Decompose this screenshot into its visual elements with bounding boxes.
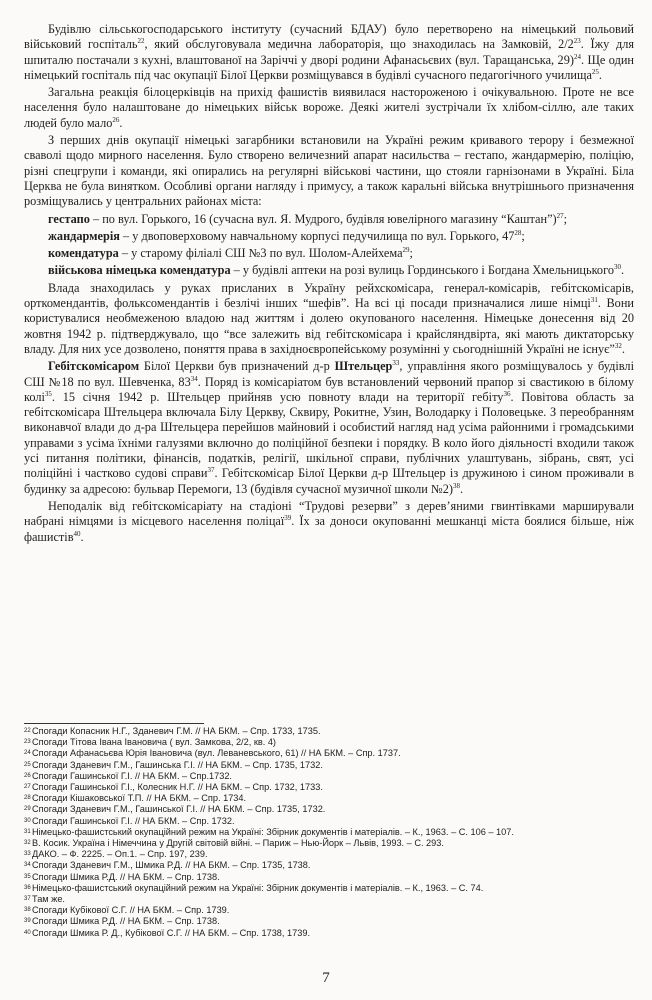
footnote <box>24 916 624 927</box>
footnote-number: 34 <box>24 862 31 869</box>
footnote <box>24 804 624 815</box>
paragraph-text: Штельцер <box>334 359 393 374</box>
footnote-text: Спогади Зданевич Г.М., Гашинська Г.І. // НА БКМ. – Спр. 1735, 1732. <box>32 759 323 770</box>
paragraph <box>24 499 634 545</box>
footnote-number: 23 <box>24 739 31 746</box>
paragraph-text: ; <box>409 246 413 261</box>
footnote-text: Німецько-фашистський окупаційний режим на Україні: Збірник документів і матеріалів. – К., 1963. – С. 74. <box>32 882 484 893</box>
paragraph-text: Білої Церкви був призначений д-р <box>139 359 335 374</box>
paragraph <box>24 85 634 131</box>
footnote-number: 30 <box>24 817 31 824</box>
page-number: 7 <box>322 970 330 986</box>
paragraph-text: жандармерія <box>48 228 120 243</box>
paragraph-text: . <box>459 481 464 496</box>
footnote-number: 24 <box>24 750 31 757</box>
footnote-ref: 29 <box>402 246 410 255</box>
paragraph-text: Неподалік від гебітскомісаріату на стадіоні “Трудові резерви” з дерев’яними гвинтівками марширували набрані німцями із місцевого населення поліцаї <box>24 498 634 529</box>
footnote <box>24 726 624 737</box>
footnote-ref: 40 <box>73 529 81 538</box>
paragraph <box>24 133 634 209</box>
footnote-number: 40 <box>24 929 31 936</box>
footnote-text: Спогади Кубікової С.Г. // НА БКМ. – Спр. 1739. <box>32 905 230 916</box>
footnote-text: Спогади Кішаковської Т.П. // НА БКМ. – Спр. 1734. <box>32 793 247 804</box>
footnote <box>24 748 624 759</box>
footnote-ref: 23 <box>573 37 581 46</box>
footnote-ref: 34 <box>190 374 198 383</box>
footnote <box>24 883 624 894</box>
paragraph-text: Гебітскомісаром <box>48 359 140 374</box>
footnote <box>24 793 624 804</box>
paragraph-text: . Вони користувалися необмеженою владою над життям і долею окупованого населення. Німецьке донесення від 20 жовтня 1942 р. підтверджувало, що “все залежить від гебітскомісара і крайсляндвірта, які мають диктаторську владу. Для них усе дозволено, поняття права в західноєвропейському розумінні у сьогоднішній Україні не існує” <box>24 296 634 356</box>
paragraph-text: ; <box>563 211 568 226</box>
paragraph-text: військова німецька комендатура <box>48 263 231 278</box>
footnote-ref: 38 <box>452 481 460 490</box>
footnote-text: Спогади Шмика Р.Д. // НА БКМ. – Спр. 1738. <box>32 871 220 882</box>
footnote-ref: 25 <box>591 67 599 76</box>
footnote-ref: 24 <box>573 52 581 61</box>
paragraph-text: – по вул. Горького, 16 (сучасна вул. Я. Мудрого, будівля ювелірного магазину “Каштан”) <box>89 211 557 226</box>
paragraph-text: . Ще один німецький госпіталь під час окупації Білої Церкви розміщувався в будівлі сучасного педагогічного училища <box>24 52 634 82</box>
paragraph-text: . <box>620 263 625 278</box>
footnote-number: 26 <box>24 772 31 779</box>
footnote-ref: 35 <box>44 389 52 398</box>
footnote <box>24 827 624 838</box>
footnote-ref: 26 <box>112 115 120 124</box>
footnote-ref: 39 <box>284 514 292 523</box>
footnote-text: Спогади Тітова Івана Івановича ( вул. Замкова, 2/2, кв. 4) <box>32 737 276 748</box>
footnote <box>24 905 624 916</box>
paragraph <box>24 246 634 261</box>
footnote-number: 27 <box>24 784 31 791</box>
footnote-text: Спогади Шмика Р.Д. // НА БКМ. – Спр. 1738. <box>32 916 220 927</box>
paragraph-text: . Їх за доноси окупованні мешканці міста боялися більше, ніж фашистів <box>24 514 635 544</box>
footnote-number: 33 <box>24 851 31 858</box>
paragraph-text: . Повітова область за гебітскомісара Штельцера включала Білу Церкву, Сквиру, Рокитне, Узин, Володарку і Половецьке. З переобранням виконавчої влади до д-ра Штельцера перейшов майновий і особистий нагляд над усіма районними і громадськими управами з усіма їхніми галузями включно до поліційної безпеки і порядку. В коло його діяльності входили також усі питання політики, фінансів, податків, релігії, шкільної справи, публічних улаштувань, зібрань, свят, усі поліційні і частково судові справи <box>24 389 634 481</box>
paragraph-text: . <box>119 115 123 130</box>
footnote-text: Спогади Зданевич Г.М., Шмика Р.Д. // НА БКМ. – Спр. 1735, 1738. <box>32 860 311 871</box>
footnote <box>24 860 624 871</box>
footnote-text: Там же. <box>32 894 65 905</box>
footnote-ref: 28 <box>514 228 522 237</box>
footnote-ref: 30 <box>613 263 621 272</box>
footnote-text: Спогади Гашинської Г.І. // НА БКМ. – Спр.1732. <box>32 770 232 781</box>
footnote <box>24 771 624 782</box>
footnote <box>24 782 624 793</box>
paragraph-text: . Їжу для шпиталю постачали з кухні, влаштованої на Заріччі у дворі родини Афанасьєвих (вул. Таращанська, 29) <box>24 37 634 67</box>
paragraph <box>24 281 634 357</box>
footnote-number: 28 <box>24 795 31 802</box>
paragraph-text: . <box>621 341 625 356</box>
footnote-text: ДАКО. – Ф. 2225. – Оп.1. – Спр. 197, 239. <box>32 849 208 860</box>
footnote <box>24 849 624 860</box>
footnote-ref: 37 <box>207 466 215 475</box>
footnote <box>24 872 624 883</box>
paragraph-text: . <box>598 67 602 82</box>
footnote-number: 32 <box>24 840 31 847</box>
footnote-number: 22 <box>24 728 31 734</box>
footnote-text: Спогади Гашинської Г.І., Колесник Н.Г. // НА БКМ. – Спр. 1732, 1733. <box>32 782 323 793</box>
footnote-ref: 22 <box>137 37 145 46</box>
footnote-text: Спогади Афанасьєва Юрія Івановича (вул. Леваневського, 61) // НА БКМ. – Спр. 1737. <box>32 748 401 759</box>
paragraph <box>24 359 634 497</box>
paragraph <box>24 229 634 244</box>
footnote <box>24 838 624 849</box>
paragraph-text: , який обслуговувала медична лабораторія, що знаходилась на Замковій, 2/2 <box>144 37 574 52</box>
paragraph <box>24 22 634 83</box>
paragraph-text: ; <box>521 228 525 243</box>
paragraph-text: комендатура <box>48 246 119 261</box>
page-body <box>24 22 634 547</box>
footnote <box>24 737 624 748</box>
footnote-ref: 27 <box>556 211 564 220</box>
footnote-ref: 31 <box>590 295 598 304</box>
footnote <box>24 760 624 771</box>
footnote-number: 31 <box>24 828 31 835</box>
footnote <box>24 894 624 905</box>
paragraph-text: – у двоповерховому навчальному корпусі педучилища по вул. Горького, 47 <box>119 228 515 243</box>
paragraph-text: . 15 січня 1942 р. Штельцер прийняв усю повноту влади на території гебіту <box>51 389 504 404</box>
footnote-ref: 36 <box>503 389 511 398</box>
footnote-number: 25 <box>24 761 31 768</box>
footnote-text: Німецько-фашистський окупаційний режим на Україні: Збірник документів і матеріалів. – К., 1963. – С. 106 – 107. <box>32 826 514 837</box>
footnote-ref: 32 <box>614 341 622 350</box>
paragraph-text: – у старому філіалі СШ №3 по вул. Шолом-Алейхема <box>118 246 403 261</box>
paragraph-text: Влада знаходилась у руках присланих в Україну рейхскомісара, генерал-комісарів, гебітскомісарів, орткомендантів, фольксомендантів і безлічі інших “шефів”. На всі ці посади призначалися лише німці <box>24 280 634 311</box>
footnote <box>24 928 624 939</box>
paragraph-text: Загальна реакція білоцерківців на прихід фашистів виявилася настороженою і очікувальною. Проте не все населення було налаштоване до німецьких військ вороже. Деякі жителі зустрічали їх хлібом-сіллю, але таких людей було мало <box>24 85 634 130</box>
paragraph <box>24 212 634 227</box>
footnotes <box>24 726 624 939</box>
paragraph <box>24 263 634 278</box>
footnote-text: В. Косик. Україна і Німеччина у Другій світовій війні. – Париж – Нью-Йорк – Львів, 1993. – С. 293. <box>32 838 444 849</box>
footnote-number: 37 <box>24 896 31 903</box>
paragraph-text: . Гебітскомісар Білої Церкви д-р Штельцер із дружиною і сином проживали в будинку за адресою: бульвар Перемоги, 13 (будівля сучасної музичної школи №2) <box>24 466 634 496</box>
paragraph-text: . Поряд із комісаріатом був встановлений червоний прапор зі свастикою в білому колі <box>24 374 634 404</box>
paragraph-text: гестапо <box>48 211 90 226</box>
paragraph-text: . <box>80 529 84 544</box>
footnote-text: Спогади Гашинської Г.І. // НА БКМ. – Спр. 1732. <box>32 815 235 826</box>
footnote-divider <box>24 723 204 724</box>
paragraph-text: З перших днів окупації німецькі загарбники встановили на Україні режим кривавого терору і безмежної сваволі щодо мирного населення. Було створено величезний апарат насильства – гестапо, жандармерію, поліцію, різні спецгрупи і команди, які опирались на регулярні військові частини, що стояли гарнізонами в Україні. Біла Церква не була винятком. Особливі органи нагляду і примусу, а також каральні війська внутрішнього призначення розміщувались у центральних районах міста: <box>24 133 634 209</box>
paragraph-text: Будівлю сільськогосподарського інституту (сучасний БДАУ) було перетворено на німецький польовий військовий госпіталь <box>24 22 634 52</box>
paragraph-text: – у будівлі аптеки на розі вулиць Гординського і Богдана Хмельницького <box>230 263 614 278</box>
footnote <box>24 816 624 827</box>
paragraph-text: , управління якого розміщувалось у будівлі СШ №18 по вул. Шевченка, 83 <box>24 359 634 389</box>
footnote-number: 39 <box>24 918 31 925</box>
footnote-number: 36 <box>24 884 31 891</box>
footnote-number: 35 <box>24 873 31 880</box>
footnote-number: 38 <box>24 907 31 914</box>
footnote-text: Спогади Шмика Р. Д., Кубікової С.Г. // НА БКМ. – Спр. 1738, 1739. <box>32 927 311 938</box>
footnote-text: Спогади Зданевич Г.М., Гашинської Г.І. // НА БКМ. – Спр. 1735, 1732. <box>32 804 326 815</box>
footnote-text: Спогади Копасник Н.Г., Зданевич Г.М. // НА БКМ. – Спр. 1733, 1735. <box>32 726 321 736</box>
footnote-number: 29 <box>24 806 31 813</box>
footnote-ref: 33 <box>392 359 400 368</box>
